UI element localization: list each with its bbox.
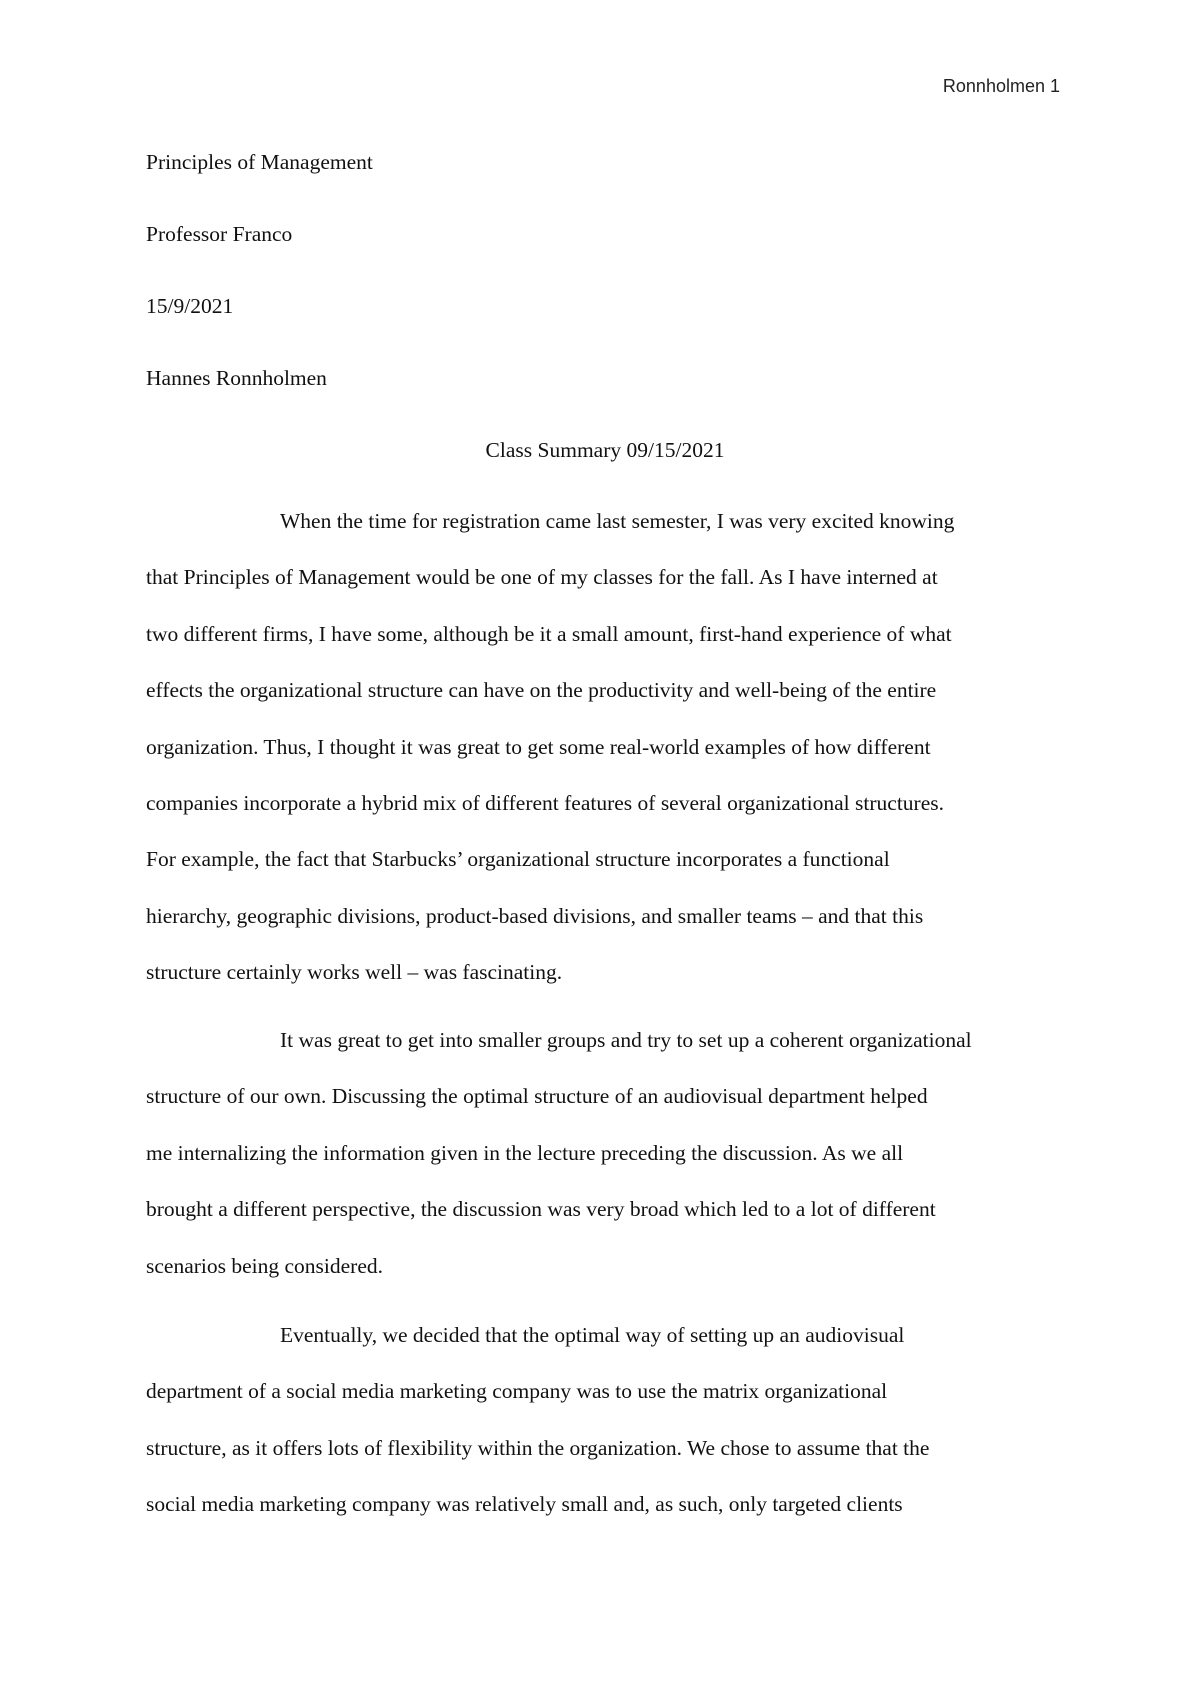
course-name: Principles of Management (146, 150, 373, 174)
paragraph-line: It was great to get into smaller groups and try to set up a coherent organizational (280, 1028, 972, 1052)
paragraph-line: brought a different perspective, the discussion was very broad which led to a lot of different (146, 1197, 936, 1222)
paragraph-line: effects the organizational structure can have on the productivity and well-being of the entire (146, 678, 937, 703)
running-head: Ronnholmen 1 (942, 76, 1060, 96)
paragraph-3 (146, 1321, 1064, 1547)
paragraph-line: scenarios being considered. (146, 1253, 384, 1278)
paragraph-line: organization. Thus, I thought it was great to get some real-world examples of how different (146, 734, 931, 759)
paragraph-line: me internalizing the information given in the lecture preceding the discussion. As we all (146, 1140, 904, 1165)
paragraph-line: department of a social media marketing company was to use the matrix organizational (146, 1379, 888, 1404)
paragraph-line: When the time for registration came last semester, I was very excited knowing (280, 509, 955, 533)
paragraph-line: that Principles of Management would be one of my classes for the fall. As I have interned at (146, 565, 938, 590)
professor-name: Professor Franco (146, 222, 293, 246)
paragraph-line: Eventually, we decided that the optimal way of setting up an audiovisual (280, 1323, 905, 1347)
paragraph-line: companies incorporate a hybrid mix of different features of several organizational structures. (146, 790, 944, 815)
document-date: 15/9/2021 (146, 294, 234, 318)
paragraph-line: For example, the fact that Starbucks’ organizational structure incorporates a functional (146, 847, 890, 872)
paragraph-line: social media marketing company was relatively small and, as such, only targeted clients (146, 1492, 903, 1517)
document-title: Class Summary 09/15/2021 (485, 438, 725, 462)
paragraph-line: two different firms, I have some, although be it a small amount, first-hand experience of what (146, 621, 952, 646)
paragraph-line: structure certainly works well – was fascinating. (146, 960, 563, 985)
paragraph-line: structure of our own. Discussing the optimal structure of an audiovisual department helped (146, 1084, 928, 1109)
paragraph-line: structure, as it offers lots of flexibility within the organization. We chose to assume that the (146, 1435, 930, 1460)
paragraph-1 (146, 507, 1064, 1015)
author-name: Hannes Ronnholmen (146, 366, 327, 390)
paragraph-line: hierarchy, geographic divisions, product-based divisions, and smaller teams – and that this (146, 903, 924, 928)
paragraph-2 (146, 1026, 1064, 1308)
